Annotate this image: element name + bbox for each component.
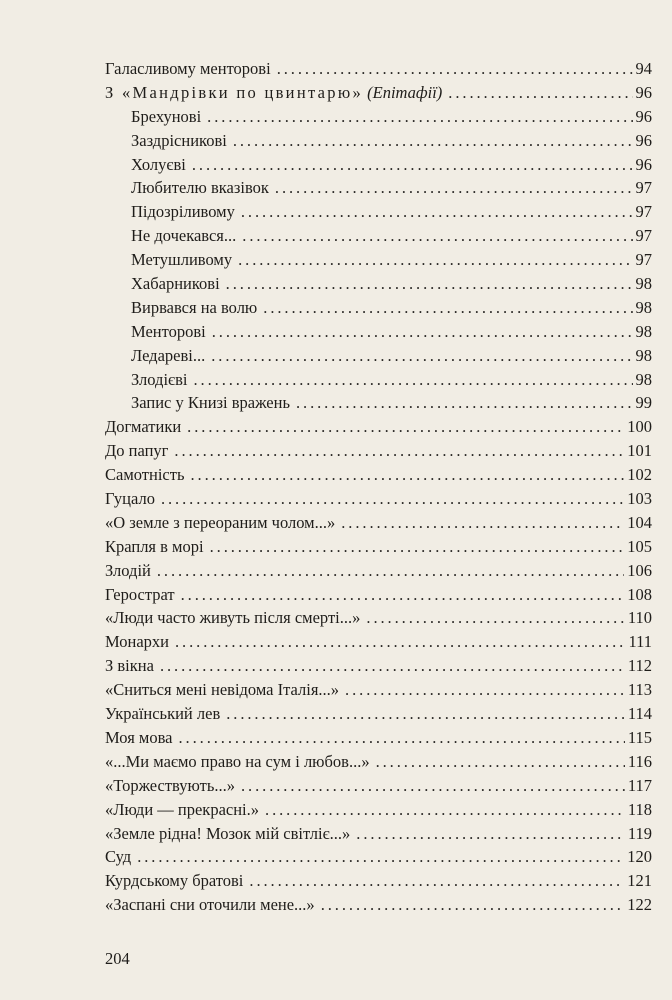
toc-subentry [105, 248, 652, 272]
dot-leader [157, 559, 624, 583]
toc-entry-title: Не дочекався... [131, 226, 237, 246]
dot-leader [137, 845, 624, 869]
toc-entry-title: Монархи [105, 632, 169, 652]
dot-leader [263, 296, 632, 320]
toc-entry-page: 112 [627, 656, 652, 676]
dot-leader [179, 726, 625, 750]
toc-entry-page: 97 [635, 202, 652, 222]
dot-leader [175, 630, 625, 654]
toc-entry [105, 750, 652, 774]
toc-entry-title: Заздрісникові [131, 130, 227, 150]
toc-entry-page: 111 [628, 632, 652, 652]
toc-entry-page: 117 [627, 775, 652, 795]
toc-subentry [105, 320, 652, 344]
toc-entry [105, 630, 652, 654]
toc-entry-title: Метушливому [131, 250, 233, 270]
toc-entry-page: 122 [627, 895, 652, 915]
toc-entry [105, 487, 652, 511]
toc-subentry [105, 272, 652, 296]
toc-entry [105, 702, 652, 726]
toc-entry-title: «...Ми маємо право на сум і любов...» [105, 751, 370, 771]
dot-leader [181, 583, 625, 607]
table-of-contents [105, 57, 652, 917]
toc-entry [105, 774, 652, 798]
toc-entry [105, 559, 652, 583]
toc-subentry [105, 105, 652, 129]
toc-entry [105, 845, 652, 869]
toc-entry-title: Український лев [105, 704, 221, 724]
toc-subentry [105, 296, 652, 320]
toc-subentry [105, 129, 652, 153]
toc-entry [105, 822, 652, 846]
dot-leader [161, 487, 624, 511]
dot-leader [249, 869, 624, 893]
toc-entry-page: 98 [635, 297, 652, 317]
toc-entry-page: 116 [627, 751, 652, 771]
toc-entry-title: Вирвався на волю [131, 297, 258, 317]
dot-leader [207, 105, 632, 129]
dot-leader [296, 391, 633, 415]
toc-entry [105, 869, 652, 893]
toc-entry-title: Самотність [105, 465, 185, 485]
dot-leader [238, 248, 632, 272]
dot-leader [376, 750, 625, 774]
dot-leader [211, 344, 632, 368]
toc-entry [105, 726, 652, 750]
toc-subentry [105, 344, 652, 368]
toc-entry [105, 463, 652, 487]
toc-entry-page: 121 [627, 871, 652, 891]
toc-entry-page: 105 [627, 536, 652, 556]
toc-entry-title-suffix: (Епітафії) [367, 82, 443, 102]
page-number: 204 [105, 949, 130, 968]
dot-leader [194, 368, 633, 392]
toc-entry-title: «Люди — прекрасні.» [105, 799, 260, 819]
dot-leader [356, 822, 625, 846]
dot-leader [241, 200, 633, 224]
dot-leader [226, 272, 633, 296]
toc-entry [105, 654, 652, 678]
toc-entry-title: До папуг [105, 441, 169, 461]
toc-entry-page: 97 [635, 178, 652, 198]
toc-subentry [105, 176, 652, 200]
toc-entry-title: Хабарникові [131, 274, 220, 294]
toc-subentry [105, 153, 652, 177]
toc-entry-page: 98 [635, 274, 652, 294]
toc-entry-title: Брехунові [131, 106, 202, 126]
dot-leader [277, 57, 633, 81]
toc-entry-page: 97 [635, 250, 652, 270]
toc-entry-title: Галасливому менторові [105, 59, 271, 78]
dot-leader [191, 463, 625, 487]
toc-entry-page: 96 [635, 106, 652, 126]
toc-entry [105, 511, 652, 535]
toc-entry-title: З «Мандрівки по цвинтарю» [105, 82, 364, 102]
toc-entry [105, 439, 652, 463]
toc-entry-title: Гуцало [105, 489, 155, 509]
toc-entry [105, 678, 652, 702]
toc-entry-page: 120 [627, 847, 652, 867]
dot-leader [448, 81, 632, 105]
toc-entry-title: Злодій [105, 560, 151, 580]
dot-leader [241, 774, 625, 798]
toc-entry-title: Холуєві [131, 154, 186, 174]
toc-entry-page: 104 [627, 512, 652, 532]
dot-leader [187, 415, 624, 439]
dot-leader [174, 439, 624, 463]
toc-entry-title: Крапля в морі [105, 536, 204, 556]
toc-entry-title: Підозріливому [131, 202, 235, 222]
toc-entry [105, 415, 652, 439]
dot-leader [345, 678, 625, 702]
dot-leader [226, 702, 625, 726]
toc-entry-page: 99 [635, 393, 652, 413]
toc-entry-page: 118 [627, 799, 652, 819]
toc-entry-page: 103 [627, 489, 652, 509]
dot-leader [321, 893, 625, 917]
toc-entry-title: «Сниться мені невідома Італія...» [105, 680, 340, 700]
toc-entry-page: 98 [635, 321, 652, 341]
toc-entry-page: 113 [627, 680, 652, 700]
toc-entry-page: 96 [635, 82, 652, 102]
toc-entry-title: З вікна [105, 656, 154, 676]
toc-entry-page: 110 [627, 608, 652, 628]
toc-entry-page: 115 [627, 727, 652, 747]
toc-entry-page: 97 [635, 226, 652, 246]
toc-entry-title: Моя мова [105, 727, 173, 747]
toc-entry-title: «Заспані сни оточили мене...» [105, 895, 315, 915]
toc-entry-page: 96 [635, 130, 652, 150]
toc-entry-title: Догматики [105, 417, 182, 437]
toc-entry-page: 106 [627, 560, 652, 580]
toc-entry-page: 101 [627, 441, 652, 461]
dot-leader [242, 224, 632, 248]
toc-entry-page: 119 [627, 823, 652, 843]
toc-entry-page: 96 [635, 154, 652, 174]
toc-entry-page: 98 [635, 345, 652, 365]
toc-entry-title: Запис у Книзі вражень [131, 393, 290, 413]
toc-subentry [105, 391, 652, 415]
toc-entry-title: «Земле рідна! Мозок мій світліє...» [105, 823, 351, 843]
toc-entry-page: 102 [627, 465, 652, 485]
dot-leader [265, 798, 625, 822]
toc-entry-title: Курдському братові [105, 871, 244, 891]
toc-entry-title: Злодієві [131, 369, 188, 389]
toc-entry-page: 94 [635, 59, 652, 78]
toc-entry [105, 57, 652, 81]
dot-leader [275, 176, 633, 200]
dot-leader [210, 535, 625, 559]
toc-entry-title: Менторові [131, 321, 206, 341]
toc-entry [105, 583, 652, 607]
toc-entry-title: Любителю вказівок [131, 178, 269, 198]
toc-entry-title: Суд [105, 847, 132, 867]
toc-section-heading [105, 81, 652, 105]
dot-leader [212, 320, 633, 344]
dot-leader [160, 654, 625, 678]
toc-subentry [105, 368, 652, 392]
toc-entry-page: 98 [635, 369, 652, 389]
dot-leader [233, 129, 633, 153]
toc-entry [105, 798, 652, 822]
toc-entry [105, 535, 652, 559]
toc-entry [105, 893, 652, 917]
dot-leader [366, 606, 624, 630]
dot-leader [192, 153, 633, 177]
toc-entry-title: Герострат [105, 584, 175, 604]
toc-entry-title: «Люди часто живуть після смерті...» [105, 608, 361, 628]
toc-subentry [105, 224, 652, 248]
toc-entry-page: 108 [627, 584, 652, 604]
toc-entry-title: Ледареві... [131, 345, 206, 365]
dot-leader [341, 511, 624, 535]
toc-entry-page: 100 [627, 417, 652, 437]
toc-entry [105, 606, 652, 630]
toc-entry-page: 114 [627, 704, 652, 724]
toc-entry-title: «Торжествують...» [105, 775, 235, 795]
toc-entry-title: «О земле з переораним чолом...» [105, 512, 336, 532]
toc-subentry [105, 200, 652, 224]
